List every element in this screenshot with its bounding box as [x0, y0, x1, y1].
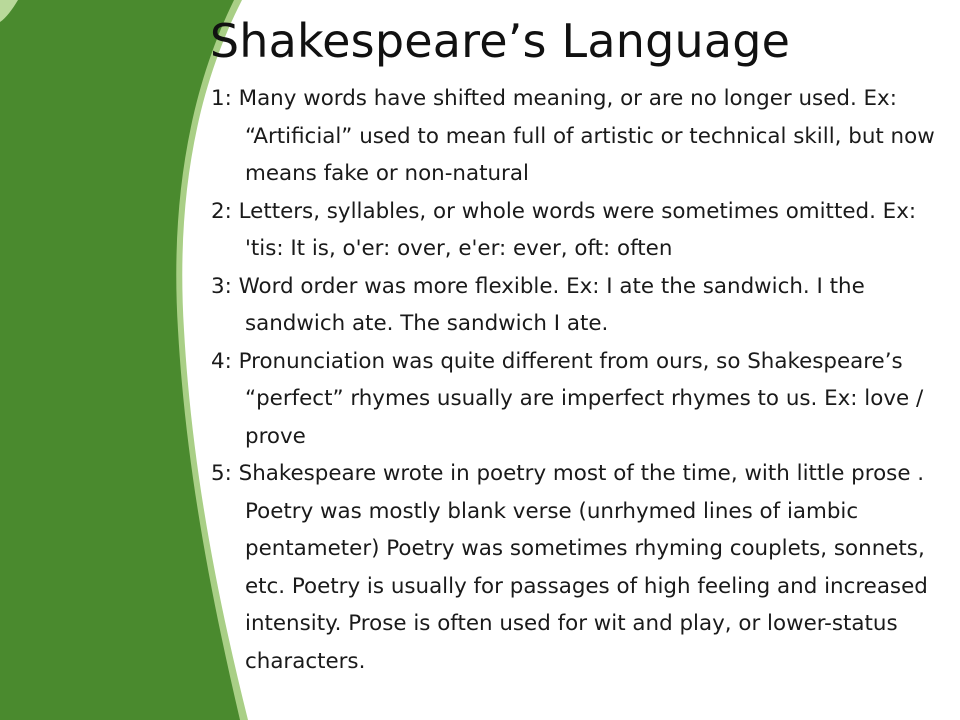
point-3: 3: Word order was more flexible. Ex: I ate the sandwich. I the sandwich ate. The sandwich I ate.	[211, 273, 865, 336]
slide-title: Shakespeare’s Language	[209, 14, 791, 68]
points-list	[211, 80, 951, 680]
point-1: 1: Many words have shifted meaning, or are no longer used. Ex: “Artificial” used to mean full of artistic or technical skill, but now means fake or non-natural	[211, 86, 935, 186]
point-4: 4: Pronunciation was quite different from ours, so Shakespeare’s “perfect” rhymes usually are imperfect rhymes to us. Ex: love / prove	[211, 348, 924, 449]
sidebar-green-shape	[0, 0, 240, 720]
point-2: 2: Letters, syllables, or whole words were sometimes omitted. Ex: 'tis: It is, o'er: over, e'er: ever, oft: often	[211, 198, 917, 261]
point-5: 5: Shakespeare wrote in poetry most of the time, with little prose . Poetry was mostly blank verse (unrhymed lines of iambic pentameter) Poetry was sometimes rhyming couplets, sonnets, etc. Poetry is usually for passages of high feeling and increased intensity. Prose is often used for wit and play, or lower-status characters.	[211, 461, 928, 674]
